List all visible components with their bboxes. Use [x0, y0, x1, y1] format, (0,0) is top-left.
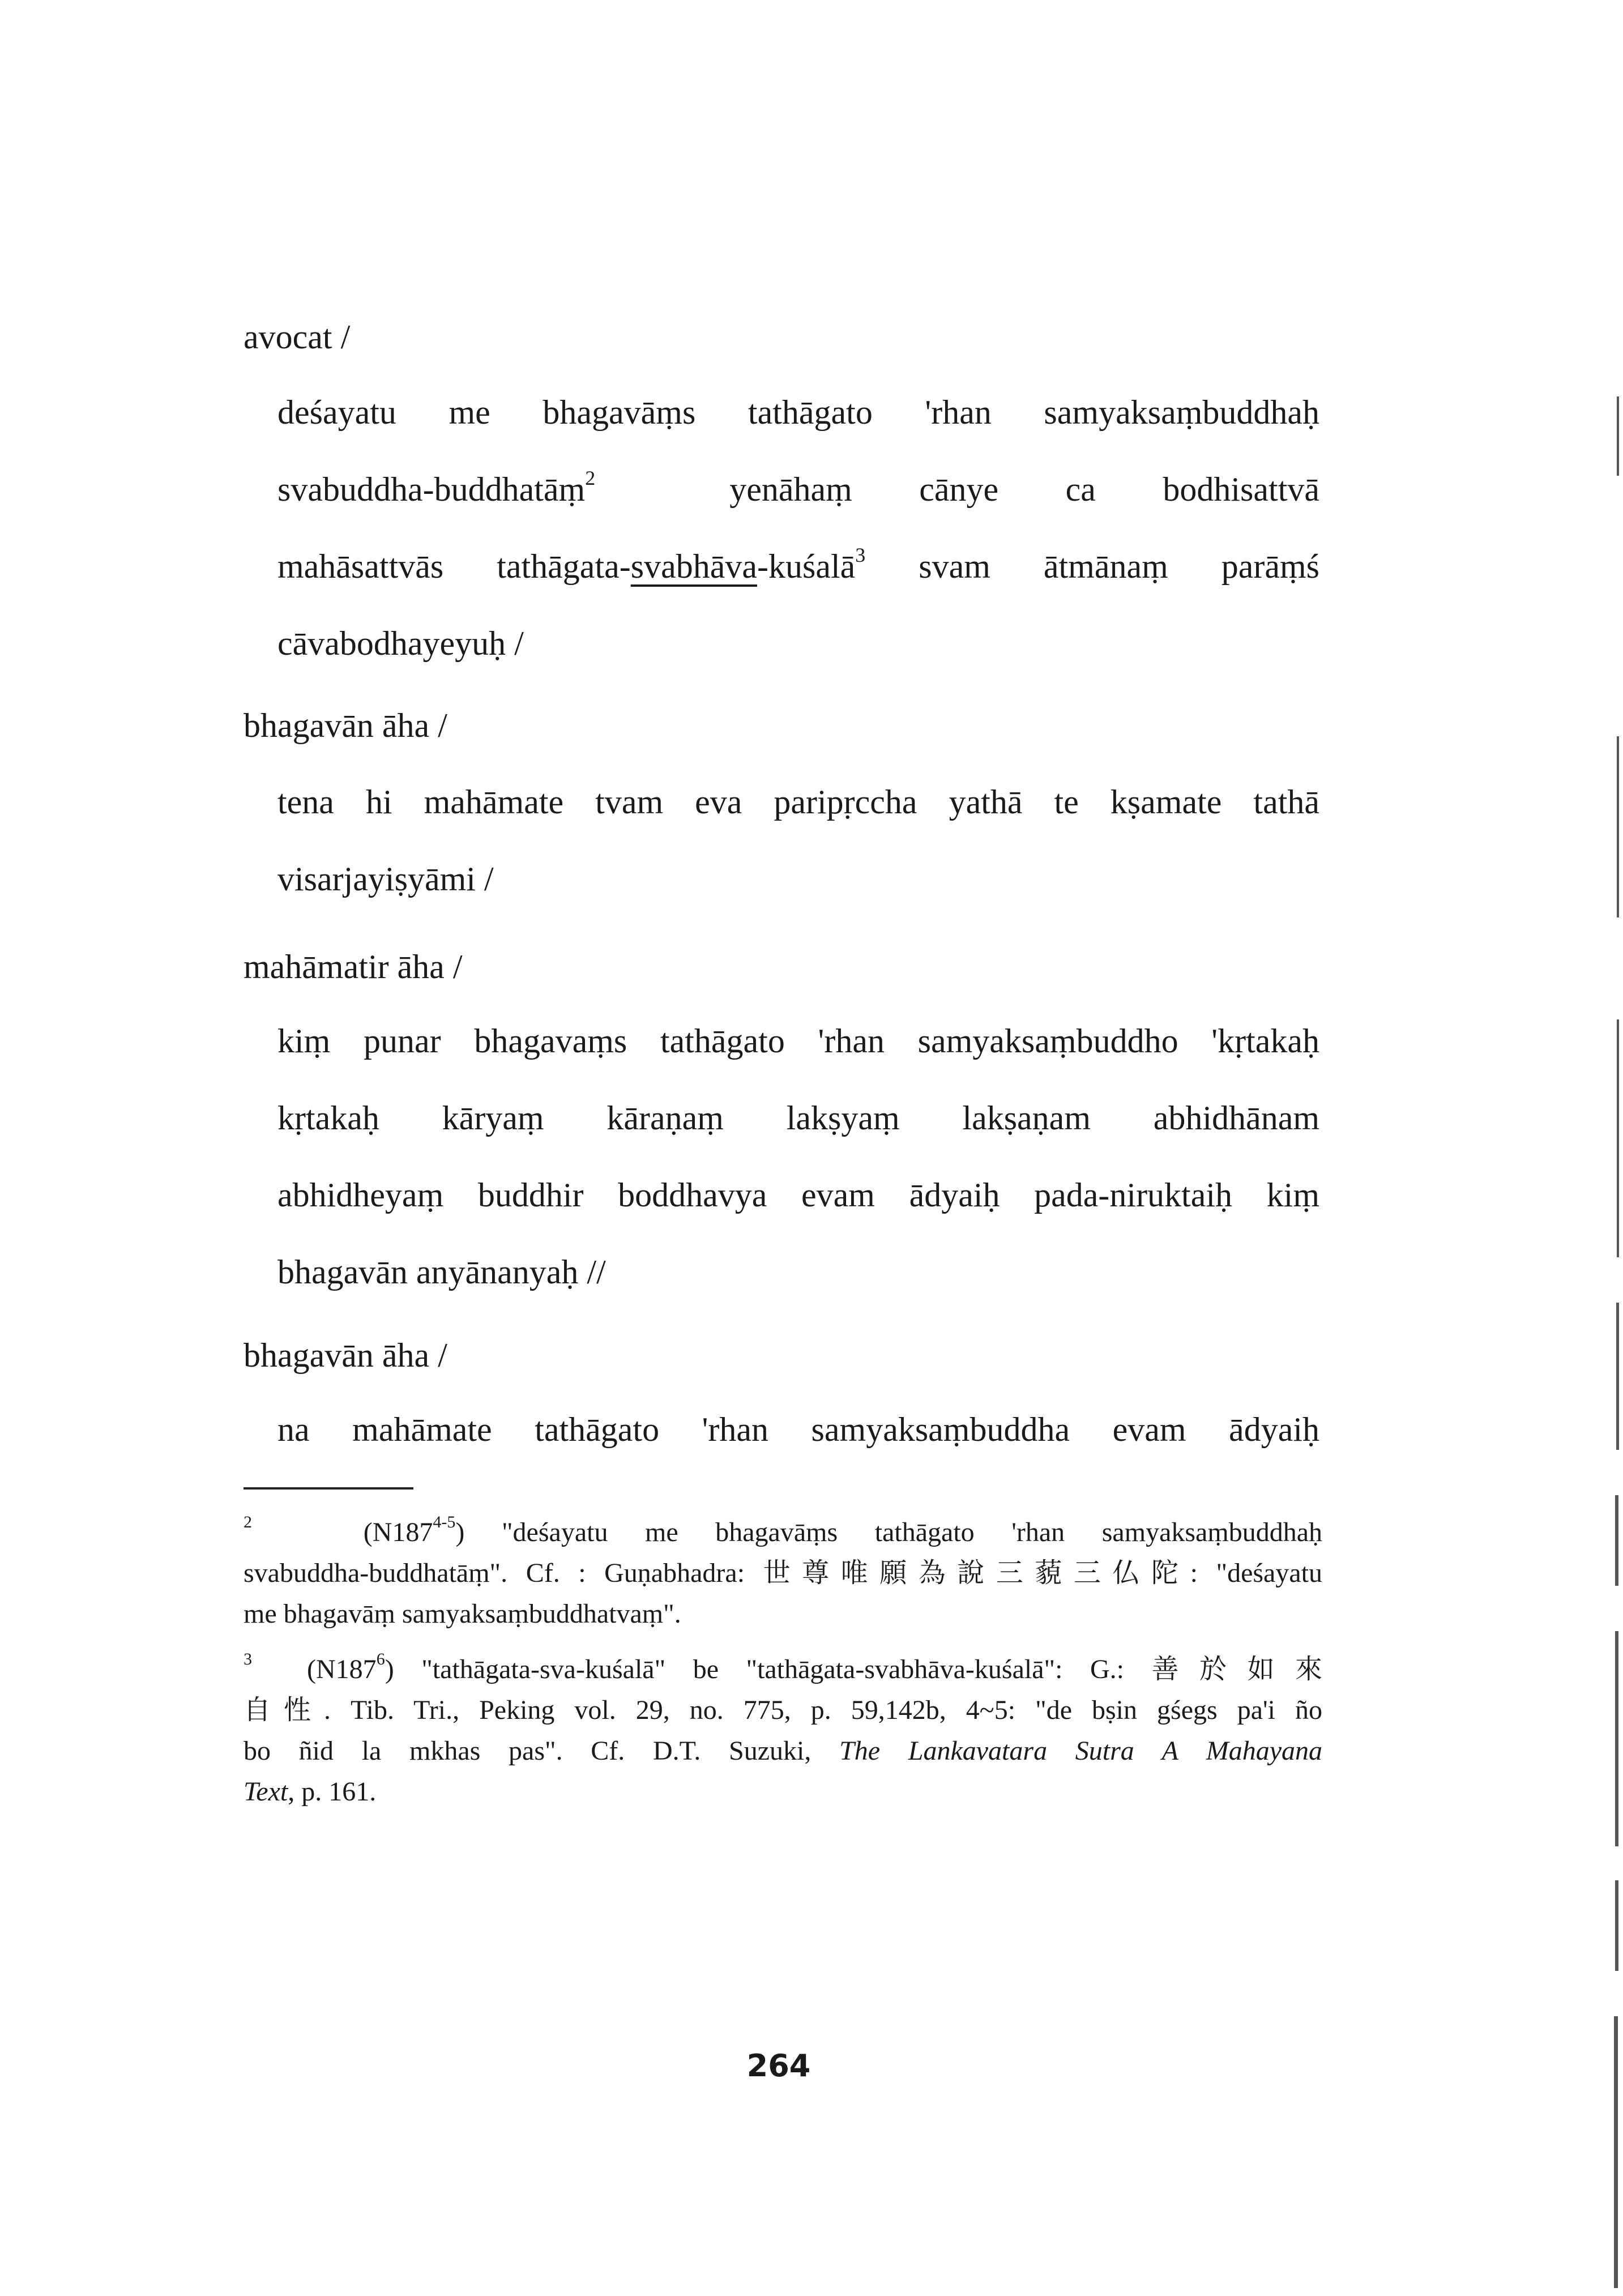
footnote-2-line-3: me bhagavāṃ samyaksaṃbuddhatvaṃ". [244, 1599, 681, 1629]
para-1-line-2-a: svabuddha-buddhatāṃ [277, 471, 586, 508]
speaker-line-2: bhagavān āha / [244, 707, 447, 744]
para-4-line-1: na mahāmate tathāgato 'rhan samyaksaṃbuddha evam ādyaiḥ [277, 1411, 1319, 1448]
footnote-3-number: 3 [244, 1650, 252, 1668]
footnote-2 [244, 1512, 1322, 1634]
paragraph-4 [277, 1391, 1319, 1468]
footnote-3-ref-close: ) [385, 1654, 394, 1684]
footnote-separator [244, 1487, 413, 1490]
para-3-line-2: kṛtakaḥ kāryaṃ kāraṇaṃ lakṣyaṃ lakṣaṇam abhidhānam [277, 1099, 1319, 1137]
scan-edge-mark [1615, 1631, 1618, 1846]
para-2-line-1: tena hi mahāmate tvam eva paripṛccha yathā te kṣamate tathā [277, 783, 1319, 821]
underlined-term: svabhāva [630, 548, 757, 585]
footnote-2-ref-close: ) [455, 1517, 465, 1547]
paragraph-3 [277, 1002, 1319, 1311]
footnote-3-ref-label: (N187 [307, 1654, 377, 1684]
para-1-line-3-b: -kuśalā [757, 548, 856, 585]
para-3-line-4: bhagavān anyānanyaḥ // [277, 1253, 606, 1291]
paragraph-1 [277, 374, 1319, 682]
scan-edge-mark [1617, 1019, 1619, 1257]
footnote-3-line-3 [244, 1731, 1322, 1772]
footnote-2-line-2: svabuddha-buddhatāṃ". Cf. : Guṇabhadra: 世尊唯願為說三藐三仏陀: "deśayatu [244, 1558, 1322, 1588]
para-1-line-2 [277, 451, 1319, 528]
para-1-line-4: cāvabodhayeyuḥ / [277, 625, 524, 662]
para-1-line-3-c: svam ātmānaṃ parāṃś [919, 548, 1320, 585]
footnote-3-ref-sup: 6 [376, 1650, 385, 1668]
para-3-line-3: abhidheyaṃ buddhir boddhavya evam ādyaiḥ pada-niruktaiḥ kiṃ [277, 1176, 1319, 1214]
para-1-line-1: deśayatu me bhagavāṃs tathāgato 'rhan samyaksaṃbuddhaḥ [277, 394, 1319, 431]
footnote-2-line-1 [244, 1512, 1322, 1553]
footnote-3 [244, 1649, 1322, 1812]
footnote-2-number: 2 [244, 1513, 252, 1531]
speaker-line-1: avocat / [244, 318, 351, 356]
para-1-line-3 [277, 528, 1319, 605]
footnote-3-line-1 [244, 1649, 1322, 1690]
speaker-line-4: bhagavān āha / [244, 1337, 447, 1374]
scan-edge-mark [1617, 736, 1619, 917]
footnote-ref-3: 3 [855, 544, 866, 566]
scan-edge-mark [1616, 1303, 1619, 1450]
footnote-2-ref-label: (N187 [363, 1517, 433, 1547]
footnote-3-line-2: 自性. Tib. Tri., Peking vol. 29, no. 775, p. 59,142b, 4~5: "de bṣin gśegs pa'i ño [244, 1695, 1322, 1725]
footnote-3-line-4 [244, 1772, 1322, 1812]
paragraph-2 [277, 763, 1319, 917]
book-title: The Lankavatara Sutra A Mahayana [839, 1736, 1323, 1766]
para-1-line-2-b: yenāhaṃ cānye ca bodhisattvā [729, 471, 1319, 508]
para-2-line-2: visarjayiṣyāmi / [277, 860, 494, 898]
speaker-line-3: mahāmatir āha / [244, 948, 463, 985]
book-title-cont: Text [244, 1777, 288, 1807]
scan-edge-mark [1614, 2016, 1618, 2288]
para-1-line-3-a: mahāsattvās tathāgata- [277, 548, 631, 585]
scan-edge-mark [1615, 1880, 1618, 1971]
footnote-3-line-1-rest: "tathāgata-sva-kuśalā" be "tathāgata-svabhāva-kuśalā": G.: 善於如來 [421, 1654, 1322, 1684]
footnote-ref-2: 2 [585, 467, 596, 489]
page-number: 264 [746, 2048, 811, 2084]
footnote-2-line-1-rest: "deśayatu me bhagavāṃs tathāgato 'rhan samyaksaṃbuddhaḥ [501, 1517, 1323, 1547]
scan-edge-mark [1617, 396, 1619, 476]
footnote-2-ref-sup: 4-5 [433, 1513, 456, 1531]
para-3-line-1: kiṃ punar bhagavaṃs tathāgato 'rhan samyaksaṃbuddho 'kṛtakaḥ [277, 1022, 1319, 1060]
footnote-3-line-3-text: bo ñid la mkhas pas". Cf. D.T. Suzuki, [244, 1736, 812, 1766]
footnote-3-line-4-rest: , p. 161. [288, 1777, 377, 1807]
scan-edge-mark [1615, 1495, 1618, 1586]
